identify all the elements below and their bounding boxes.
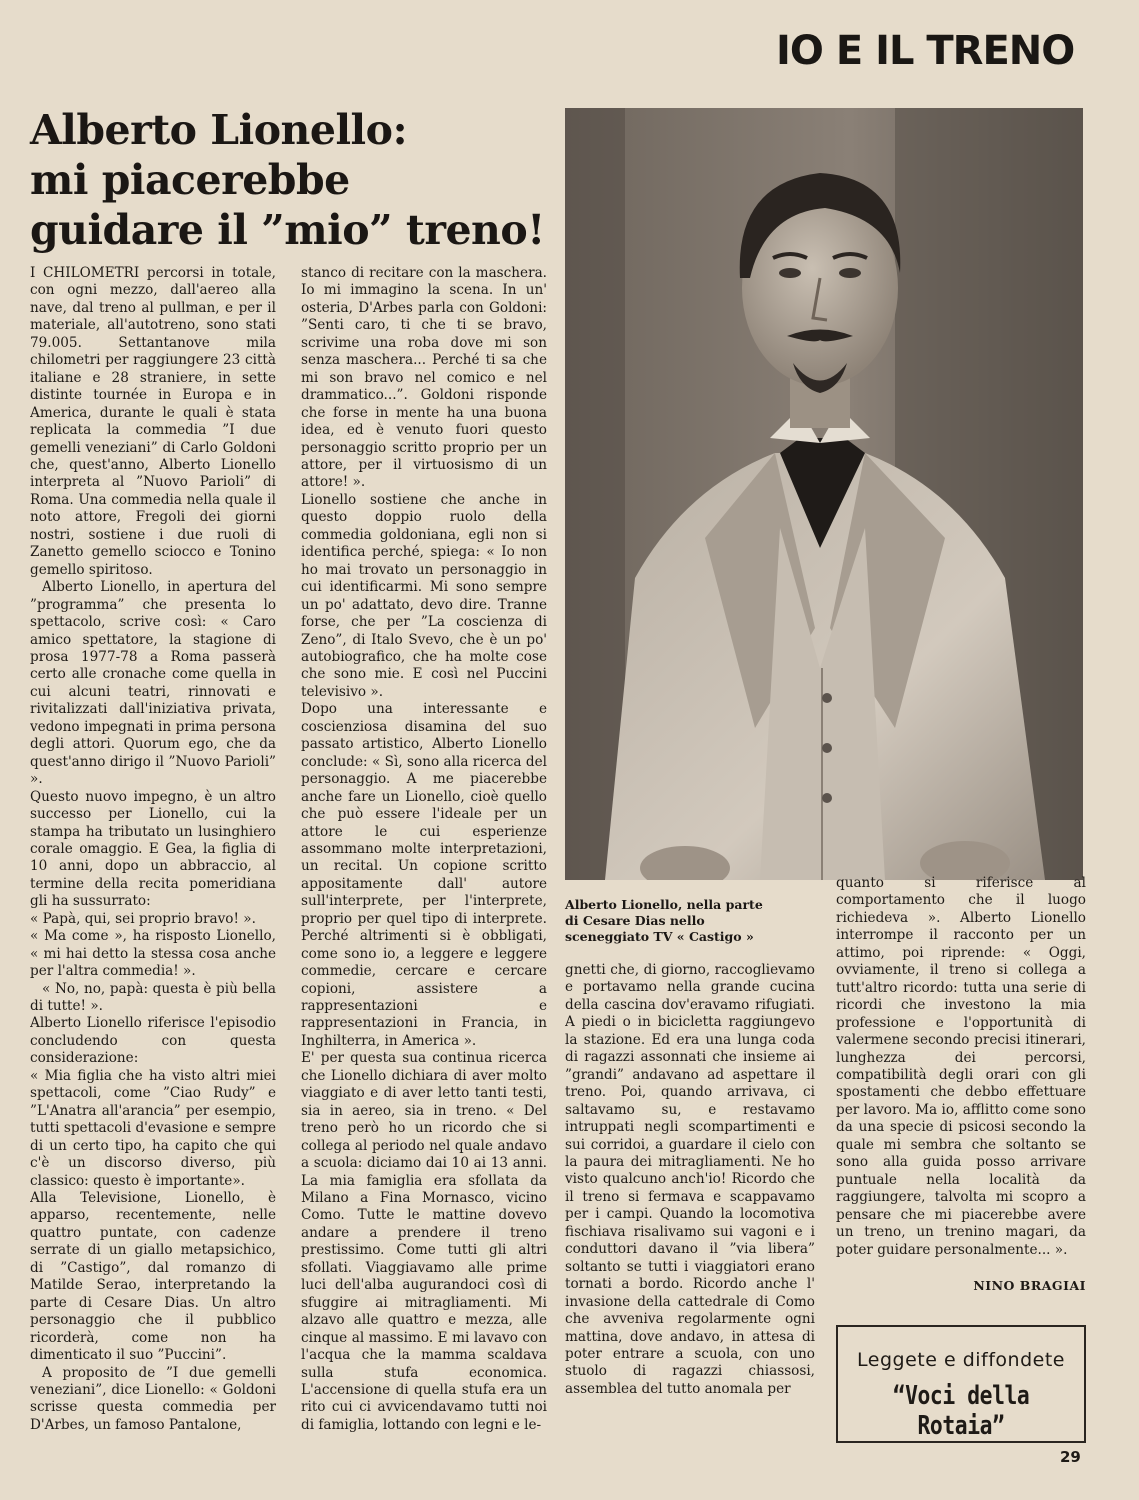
paragraph: E' per questa sua continua ricerca che Lionello dichiara di aver molto viaggiato e di aver letto tanti testi, sia in aereo, sia in treno. « Del treno però ho un ricordo che si collega al periodo nel quale andavo a scuola: diciamo dai 10 ai 13 anni. La mia famiglia era sfollata da Milano a Fina Mornasco, vicino Como. Tutte le mattine dovevo andare a prendere il treno prestissimo. Come tutti gli altri sfollati. Viaggiavamo alle prime luci dell'alba augurandoci così di sfuggire ai mitragliamenti. Mi alzavo alle quattro e mezza, alle cinque al massimo. E mi lavavo con l'acqua che la mamma scaldava sulla stufa economica. L'accensione di quella stufa era un rito cui ci avvicendavamo tutti noi di famiglia, lottando con legni e le- (301, 1050, 547, 1433)
portrait-photo (565, 108, 1083, 880)
paragraph: Alberto Lionello, in apertura del ”programma” che presenta lo spettacolo, scrive così: « Caro amico spettatore, la stagione di prosa 1977-78 a Roma passerà certo alle cronache come quella in cui alcuni teatri, rinnovati e rivitalizzati dall'iniziativa privata, vedono impegnati in prima persona degli attori. Quorum ego, che da quest'anno dirigo il ”Nuovo Parioli” ». (30, 579, 276, 788)
article-column-1 (30, 265, 276, 1450)
paragraph: gnetti che, di giorno, raccoglievamo e portavamo nella grande cucina della cascina dov'eravamo rifugiati. A piedi o in bicicletta raggiungevo la stazione. Ed era una lunga coda di ragazzi assonnati che insieme ai ”grandi” andavano ad aspettare il treno. Poi, quando arrivava, ci saltavamo su, e restavamo intruppati negli scompartimenti e sui corridoi, a guardare il cielo con la paura dei mitragliamenti. Ne ho visto qualcuno anch'io! Ricordo che il treno si fermava e scappavamo per i campi. Quando la locomotiva fischiava risalivamo sui vagoni e i conduttori davano il ”via libera” soltanto se tutti i viaggiatori erano tornati a bordo. Ricordo anche l' invasione della cattedrale di Como che avveniva regolarmente ogni mattina, dove andavo, in attesa di poter entrare a scuola, con uno stuolo di ragazzi chiassosi, assemblea del tutto anomala per (565, 962, 815, 1397)
paragraph: stanco di recitare con la maschera. Io mi immagino la scena. In un' osteria, D'Arbes parla con Goldoni: ”Senti caro, ti che ti se bravo, scrivime una roba dove mi son senza maschera... Perché ti sa che mi son bravo nel comico e nel drammatico...”. Goldoni risponde che forse in mente ha una buona idea, ed è venuto fuori questo personaggio scritto proprio per un attore, per il virtuosismo di un attore! ». (301, 265, 547, 491)
advertisement-box (836, 1325, 1086, 1443)
paragraph: quanto si riferisce al comportamento che il luogo richiedeva ». Alberto Lionello interrompe il racconto per un attimo, poi riprende: « Oggi, ovviamente, il treno si collega a tutt'altro ricordo: tutta una serie di ricordi che investono la mia professione e l'opportunità di valermene secondo precisi itinerari, lunghezza dei percorsi, compatibilità degli orari con gli spostamenti che debbo effettuare per lavoro. Ma io, afflitto come sono da una specie di psicosi secondo la quale mi sembra che soltanto se sono alla guida posso arrivare puntuale nella località da raggiungere, talvolta mi scopro a pensare che mi piacerebbe avere un treno, un trenino magari, da poter guidare personalmente... ». (836, 875, 1086, 1258)
page-number: 29 (1060, 1448, 1081, 1466)
paragraph: Alberto Lionello riferisce l'episodio concludendo con questa considerazione: (30, 1015, 276, 1067)
caption-line-1: Alberto Lionello, nella parte (565, 897, 763, 912)
paragraph: « Ma come », ha risposto Lionello, « mi hai detto la stessa cosa anche per l'altra commedia! ». (30, 928, 276, 980)
portrait-illustration (565, 108, 1083, 880)
article-headline (30, 105, 560, 255)
caption-line-3: sceneggiato TV « Castigo » (565, 929, 754, 944)
paragraph: Alla Televisione, Lionello, è apparso, recentemente, nelle quattro puntate, con cadenze serrate di un giallo metapsichico, di ”Castigo”, dal romanzo di Matilde Serao, interpretando la parte di Cesare Dias. Un altro personaggio che il pubblico ricorderà, come non ha dimenticato il suo ”Puccini”. (30, 1190, 276, 1364)
paragraph: Dopo una interessante e coscienziosa disamina del suo passato artistico, Alberto Lionello conclude: « Sì, sono alla ricerca del personaggio. A me piacerebbe anche fare un Lionello, cioè quello che può essere l'ideale per un attore le cui esperienze assommano molte interpretazioni, un recital. Un copione scritto appositamente dall' autore sull'interprete, per l'interprete, proprio per quel tipo di interprete. Perché altrimenti si è obbligati, come sono io, a leggere e leggere commedie, cercare e cercare copioni, assistere a rappresentazioni e rappresentazioni in Francia, in Inghilterra, in America ». (301, 701, 547, 1049)
section-rubric: IO E IL TRENO (776, 28, 1075, 74)
headline-line-1: Alberto Lionello: (30, 106, 408, 154)
headline-line-3: guidare il ”mio” treno! (30, 206, 545, 254)
paragraph: I CHILOMETRI percorsi in totale, con ogni mezzo, dall'aereo alla nave, dal treno al pullman, e per il materiale, all'autotreno, sono stati 79.005. Settantanove mila chilometri per raggiungere 23 città italiane e 28 straniere, in sette distinte tournée in Europa e in America, durante le quali è stata replicata la commedia ”I due gemelli veneziani” di Carlo Goldoni che, quest'anno, Alberto Lionello interpreta al ”Nuovo Parioli” di Roma. Una commedia nella quale il noto attore, Fregoli dei giorni nostri, sostiene i due ruoli di Zanetto gemello sciocco e Tonino gemello spiritoso. (30, 265, 276, 578)
headline-line-2: mi piacerebbe (30, 156, 350, 204)
paragraph: « No, no, papà: questa è più bella di tutte! ». (30, 980, 276, 1015)
paragraph: « Mia figlia che ha visto altri miei spettacoli, come ”Ciao Rudy” e ”L'Anatra all'arancia” per esempio, tutti spettacoli d'evasione e sempre di un certo tipo, ha capito che qui c'è un discorso diverso, più classico: questo è importante». (30, 1067, 276, 1189)
ad-line-2: “Voci della Rotaia” (892, 1381, 1030, 1441)
paragraph: Lionello sostiene che anche in questo doppio ruolo della commedia goldoniana, egli non si identifica perché, spiega: « Io non ho mai trovato un personaggio in cui identificarmi. Mi sono sempre un po' adattato, devo dire. Tranne forse, che per ”La coscienza di Zeno”, di Italo Svevo, che è un po' autobiografico, che ha molte cose che sono mie. E così nel Puccini televisivo ». (301, 491, 547, 700)
article-column-2 (301, 265, 547, 1450)
author-byline: NINO BRAGIAI (973, 1278, 1086, 1293)
ad-line-1: Leggete e diffondete (857, 1349, 1065, 1371)
paragraph: « Papà, qui, sei proprio bravo! ». (30, 910, 256, 927)
article-column-3 (565, 962, 815, 1450)
photo-caption (565, 897, 805, 945)
paragraph: Questo nuovo impegno, è un altro successo per Lionello, cui la stampa ha tributato un lusinghiero corale omaggio. E Gea, la figlia di 10 anni, dopo un abbraccio, al termine della recita pomeridiana gli ha sussurrato: (30, 788, 276, 910)
article-column-4 (836, 875, 1086, 1305)
paragraph: A proposito de ”I due gemelli veneziani”, dice Lionello: « Goldoni scrisse questa commedia per D'Arbes, un famoso Pantalone, (30, 1364, 276, 1433)
caption-line-2: di Cesare Dias nello (565, 913, 705, 928)
